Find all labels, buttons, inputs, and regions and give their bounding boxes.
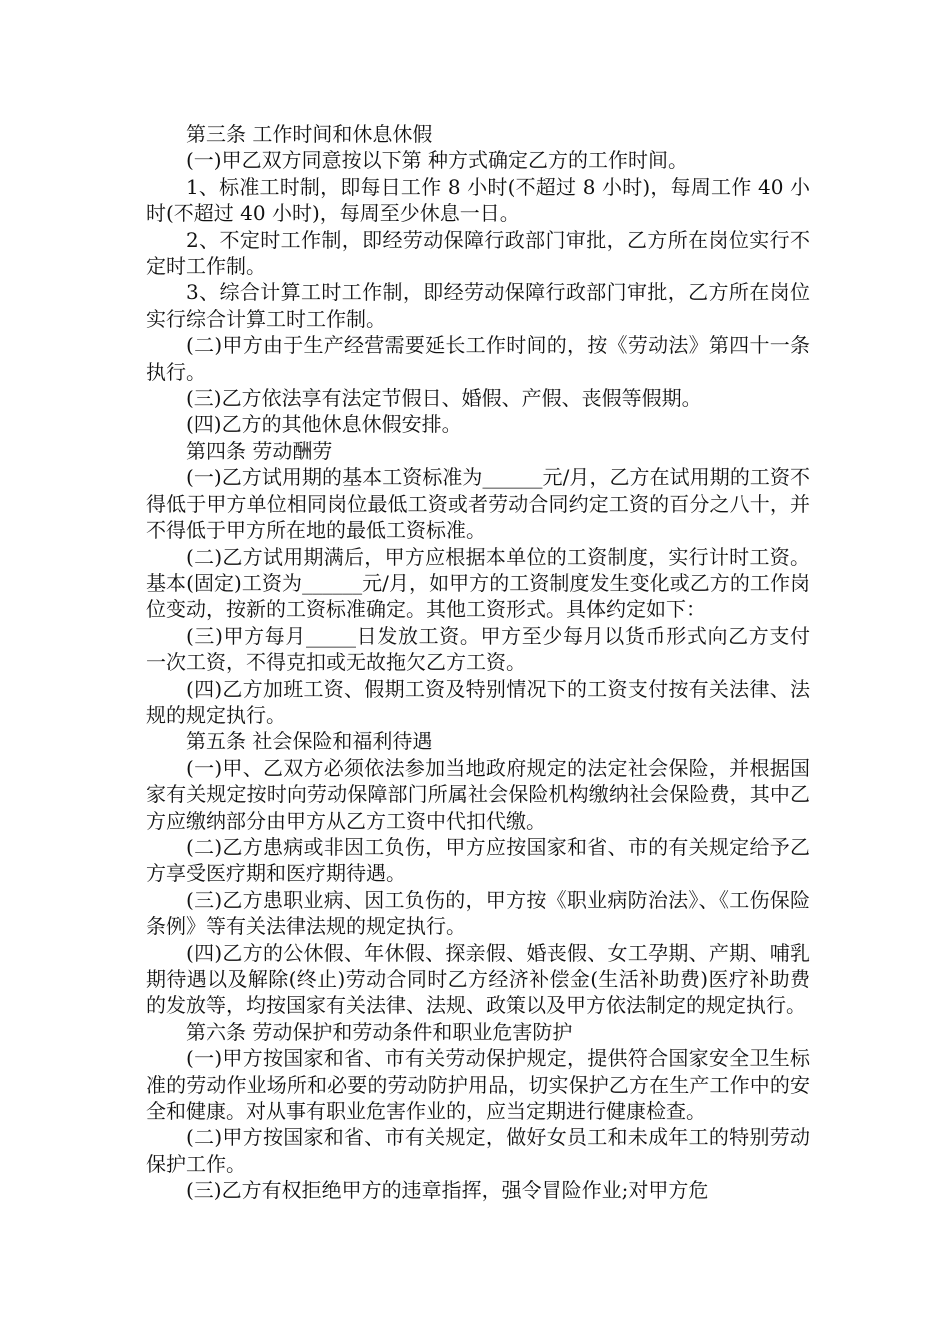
article-6-item-3: (三)乙方有权拒绝甲方的违章指挥，强令冒险作业;对甲方危 xyxy=(186,1178,709,1203)
article-3-option-comprehensive: 3、综合计算工时工作制，即经劳动保障行政部门审批，乙方所在岗位实行综合计算工时工作制。 xyxy=(146,280,810,331)
article-5-item-3: (三)乙方患职业病、因工负伤的，甲方按《职业病防治法》、《工伤保险条例》等有关法律法规的规定执行。 xyxy=(146,887,810,939)
article-4-item-3: (三)甲方每月_____日发放工资。甲方至少每月以货币形式向乙方支付一次工资，不得克扣或无故拖欠乙方工资。 xyxy=(146,623,810,675)
article-3-item-1: (一)甲乙双方同意按以下第 种方式确定乙方的工作时间。 xyxy=(186,148,688,173)
article-4-item-2: (二)乙方试用期满后，甲方应根据本单位的工资制度，实行计时工资。基本(固定)工资为______元/月，如甲方的工资制度发生变化或乙方的工作岗位变动，按新的工资标准确定。其他工资形式。具体约定如下： xyxy=(146,544,810,622)
article-3-item-2: (二)甲方由于生产经营需要延长工作时间的，按《劳动法》第四十一条执行。 xyxy=(146,333,810,384)
article-6-item-2: (二)甲方按国家和省、市有关规定，做好女员工和未成年工的特别劳动保护工作。 xyxy=(146,1125,810,1176)
article-3-item-3: (三)乙方依法享有法定节假日、婚假、产假、丧假等假期。 xyxy=(186,386,702,411)
article-5-item-4: (四)乙方的公休假、年休假、探亲假、婚丧假、女工孕期、产期、哺乳期待遇以及解除(终止)劳动合同时乙方经济补偿金(生活补助费)医疗补助费的发放等，均按国家有关法律、法规、政策以及甲方依法制定的规定执行。 xyxy=(146,940,810,1018)
article-5-heading: 第五条 社会保险和福利待遇 xyxy=(186,729,433,754)
article-3-item-4: (四)乙方的其他休息休假安排。 xyxy=(186,412,462,437)
article-5-item-1: (一)甲、乙双方必须依法参加当地政府规定的法定社会保险，并根据国家有关规定按时向劳动保障部门所属社会保险机构缴纳社会保险费，其中乙方应缴纳部分由甲方从乙方工资中代扣代缴。 xyxy=(146,755,810,833)
document-body xyxy=(146,121,810,1204)
article-6-heading: 第六条 劳动保护和劳动条件和职业危害防护 xyxy=(186,1019,573,1044)
article-4-heading: 第四条 劳动酬劳 xyxy=(186,438,333,463)
article-4-item-1: (一)乙方试用期的基本工资标准为______元/月，乙方在试用期的工资不得低于甲方单位相同岗位最低工资或者劳动合同约定工资的百分之八十，并不得低于甲方所在地的最低工资标准。 xyxy=(146,465,810,543)
article-5-item-2: (二)乙方患病或非因工负伤，甲方应按国家和省、市的有关规定给予乙方享受医疗期和医疗期待遇。 xyxy=(146,834,810,886)
article-6-item-1: (一)甲方按国家和省、市有关劳动保护规定，提供符合国家安全卫生标准的劳动作业场所和必要的劳动防护用品，切实保护乙方在生产工作中的安全和健康。对从事有职业危害作业的，应当定期进行健康检查。 xyxy=(146,1046,810,1124)
article-3-heading: 第三条 工作时间和休息休假 xyxy=(186,122,433,146)
article-3-option-irregular: 2、不定时工作制，即经劳动保障行政部门审批，乙方所在岗位实行不定时工作制。 xyxy=(146,227,810,279)
article-3-option-standard: 1、标准工时制，即每日工作 8 小时(不超过 8 小时)，每周工作 40 小时(不超过 40 小时)，每周至少休息一日。 xyxy=(146,174,810,226)
article-4-item-4: (四)乙方加班工资、假期工资及特别情况下的工资支付按有关法律、法规的规定执行。 xyxy=(146,676,810,727)
